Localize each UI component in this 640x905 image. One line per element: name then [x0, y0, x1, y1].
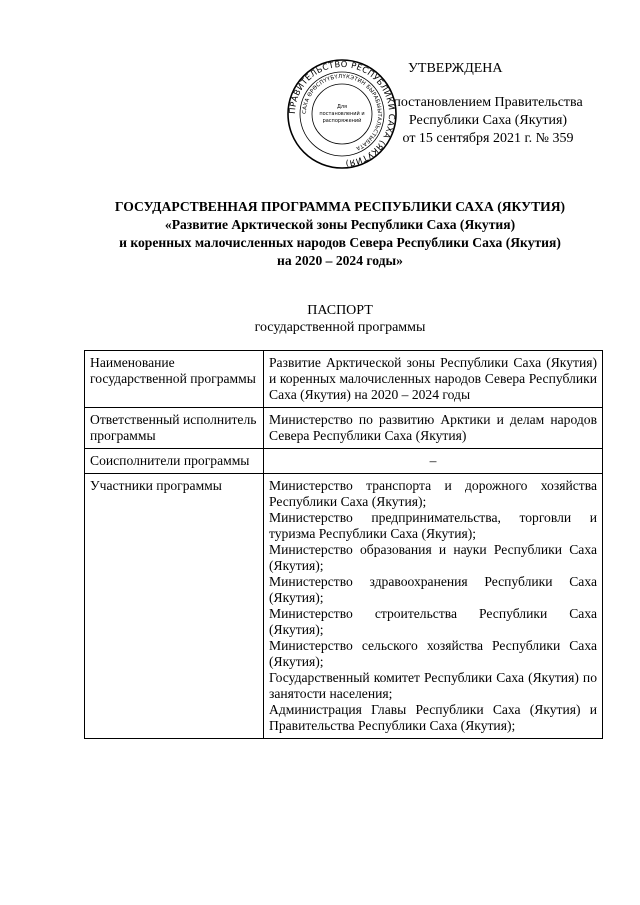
row-label: Соисполнители программы — [85, 449, 264, 474]
row-value-entry: Министерство образования и науки Республики Саха (Якутия); — [269, 542, 597, 573]
seal-inner-text: САХА ӨРӨСПҮҮБҮЛҮКЭТИН БЫРАБЫЫТАЛЬСТЫБАТА — [301, 73, 383, 152]
row-label: Наименование государственной программы — [85, 351, 264, 408]
row-label: Участники программы — [85, 474, 264, 739]
title-line: и коренных малочисленных народов Севера Республики Саха (Якутия) — [119, 235, 561, 250]
row-value — [264, 351, 603, 408]
row-value-entry: Министерство строительства Республики Саха (Якутия); — [269, 606, 597, 637]
seal-center-line-1: Для — [336, 104, 348, 110]
passport-heading-block — [60, 302, 620, 336]
row-value: – — [264, 449, 603, 474]
approval-block — [368, 60, 608, 148]
approval-line: постановлением Правительства — [393, 95, 583, 110]
title-line: «Развитие Арктической зоны Республики Саха (Якутия) — [164, 217, 516, 232]
passport-table-body — [85, 351, 603, 739]
row-value-entry: Министерство транспорта и дорожного хозяйства Республики Саха (Якутия); — [269, 478, 597, 509]
row-value — [264, 408, 603, 449]
row-value-entry: Министерство здравоохранения Республики Саха (Якутия); — [269, 574, 597, 605]
passport-heading: ПАСПОРТ — [307, 303, 373, 318]
title-line: ГОСУДАРСТВЕННАЯ ПРОГРАММА РЕСПУБЛИКИ САХА (ЯКУТИЯ) — [114, 199, 566, 214]
approval-heading: УТВЕРЖДЕНА — [408, 61, 503, 76]
row-value-entry: Министерство по развитию Арктики и делам народов Севера Республики Саха (Якутия) — [269, 412, 597, 443]
approval-line: Республики Саха (Якутия) — [408, 113, 568, 128]
row-label: Ответственный исполнитель программы — [85, 408, 264, 449]
table-row — [85, 474, 603, 739]
seal-center-line-3: распоряжений — [322, 118, 362, 124]
passport-table — [84, 350, 603, 739]
approval-line: от 15 сентября 2021 г. № 359 — [402, 131, 574, 146]
table-row — [85, 449, 603, 474]
table-row — [85, 408, 603, 449]
seal-outer-text: ПРАВИТЕЛЬСТВО РЕСПУБЛИКИ САХА (ЯКУТИЯ) — [286, 58, 398, 169]
row-value-entry: Развитие Арктической зоны Республики Саха (Якутия) и коренных малочисленных народов Севера Республики Саха (Якутия) на 2020 – 2024 годы — [269, 355, 597, 402]
passport-subheading: государственной программы — [254, 320, 426, 335]
row-value — [264, 474, 603, 739]
row-value-entry: Министерство предпринимательства, торговли и туризма Республики Саха (Якутия); — [269, 510, 597, 541]
row-value-entry: Государственный комитет Республики Саха (Якутия) по занятости населения; — [269, 670, 597, 701]
table-row — [85, 351, 603, 408]
title-line: на 2020 – 2024 годы» — [277, 253, 403, 268]
row-value-entry: Министерство сельского хозяйства Республики Саха (Якутия); — [269, 638, 597, 669]
row-value-entry: Администрация Главы Республики Саха (Якутия) и Правительства Республики Саха (Якутия); — [269, 702, 597, 733]
program-title — [60, 198, 620, 270]
seal-center-line-2: постановлений и — [319, 111, 365, 117]
